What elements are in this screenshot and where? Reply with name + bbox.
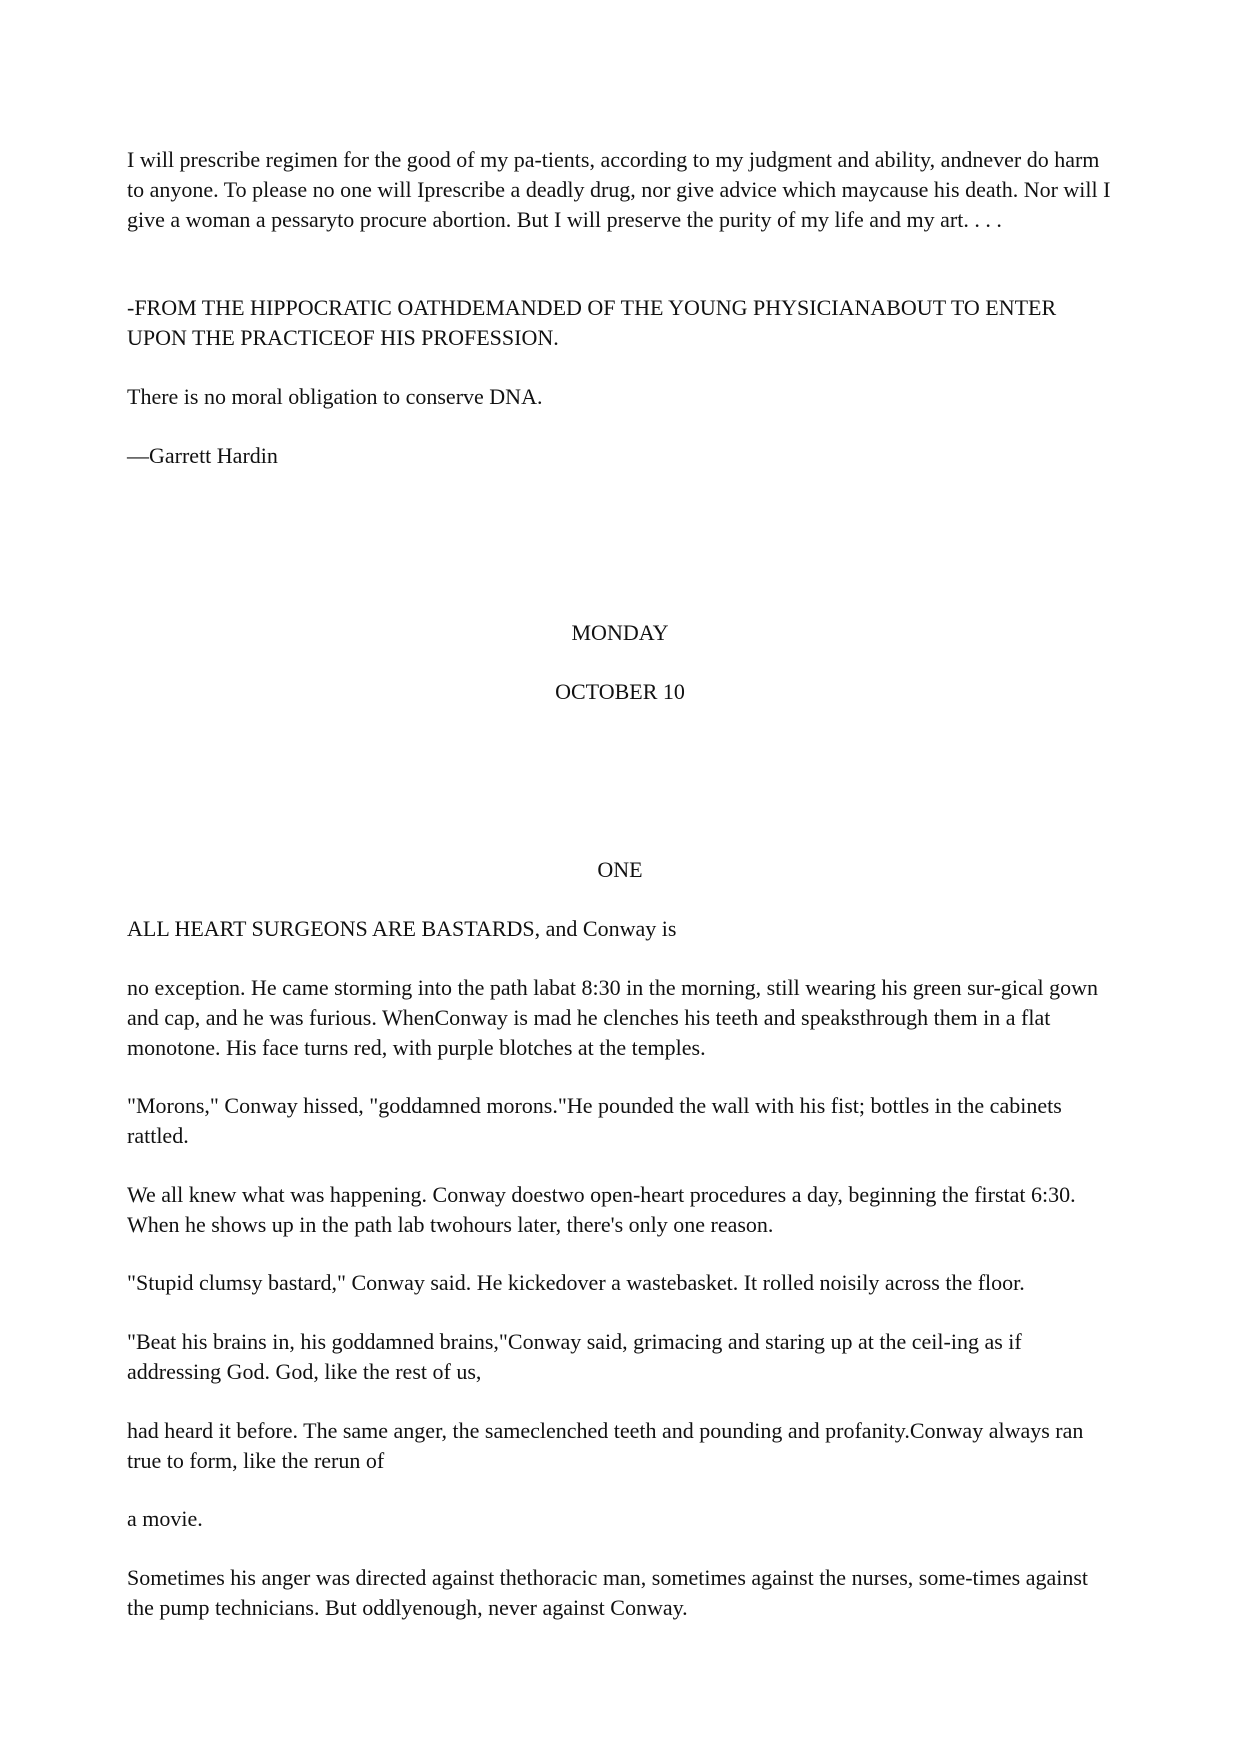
chapter-paragraph: no exception. He came storming into the path labat 8:30 in the morning, still wearing his green sur-gical gown and cap, and he was furious. WhenConway is mad he clenches his teeth and speaksthrough them in a flat monotone. His face turns red, with purple blotches at the temples.: [127, 975, 1098, 1060]
chapter-paragraph: "Beat his brains in, his goddamned brains,"Conway said, grimacing and staring up at the ceil-ing as if addressing God. God, like the rest of us,: [127, 1329, 1022, 1384]
epigraph-oath-text: I will prescribe regimen for the good of my pa-tients, according to my judgment and ability, andnever do harm to anyone. To please no one will Iprescribe a deadly drug, nor give advice which maycause his death. Nor will I give a woman a pessaryto procure abortion. But I will preserve the purity of my life and my art. . . .: [127, 147, 1111, 232]
epigraph-quote-author: —Garrett Hardin: [127, 443, 278, 468]
chapter-paragraph: "Stupid clumsy bastard," Conway said. He kickedover a wastebasket. It rolled noisily across the floor.: [127, 1270, 1025, 1295]
chapter-paragraph: had heard it before. The same anger, the sameclenched teeth and pounding and profanity.Conway always ran true to form, like the rerun of: [127, 1418, 1084, 1473]
chapter-title: ONE: [597, 857, 643, 882]
chapter-paragraph: We all knew what was happening. Conway doestwo open-heart procedures a day, beginning the firstat 6:30. When he shows up in the path lab twohours later, there's only one reason.: [127, 1182, 1076, 1237]
epigraph-quote-text: There is no moral obligation to conserve DNA.: [127, 384, 543, 409]
chapter-paragraph: a movie.: [127, 1506, 203, 1531]
chapter-paragraph: Sometimes his anger was directed against thethoracic man, sometimes against the nurses, some-times against the pump technicians. But oddlyenough, never against Conway.: [127, 1565, 1089, 1620]
part-heading-date: OCTOBER 10: [555, 679, 685, 704]
part-heading-day: MONDAY: [571, 620, 669, 645]
chapter-paragraph: "Morons," Conway hissed, "goddamned morons."He pounded the wall with his fist; bottles in the cabinets rattled.: [127, 1093, 1062, 1148]
epigraph-oath-source: -FROM THE HIPPOCRATIC OATHDEMANDED OF THE YOUNG PHYSICIANABOUT TO ENTER UPON THE PRACTICEOF HIS PROFESSION.: [127, 295, 1057, 350]
chapter-paragraph: ALL HEART SURGEONS ARE BASTARDS, and Conway is: [127, 916, 677, 941]
